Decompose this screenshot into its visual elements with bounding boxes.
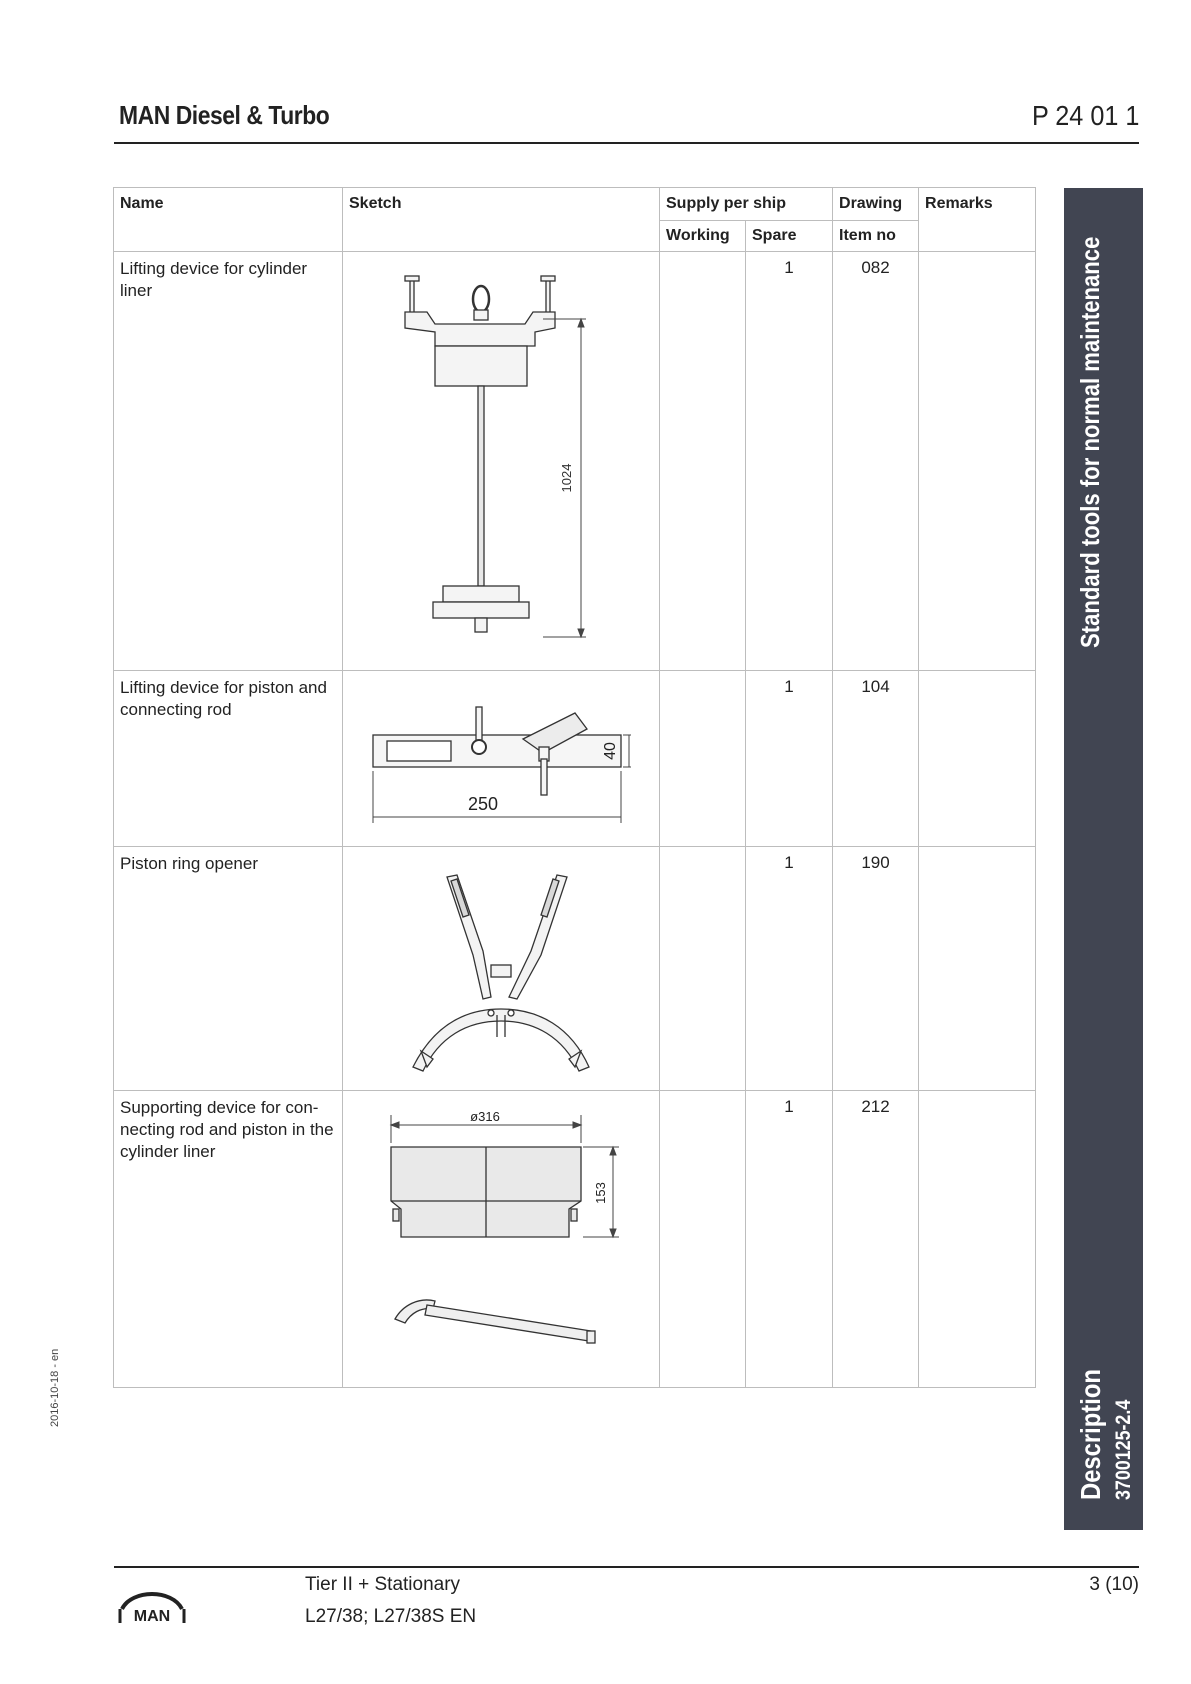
item-no: 104 xyxy=(861,677,890,696)
dimension-height: 153 xyxy=(593,1182,608,1204)
item-no: 190 xyxy=(861,853,890,872)
man-logo xyxy=(118,1585,186,1630)
remarks xyxy=(919,671,1035,677)
footer-line-2: L27/38; L27/38S EN xyxy=(305,1606,477,1627)
footer-rule xyxy=(114,1566,1139,1568)
cylinder-liner-lifting-device-sketch xyxy=(343,252,660,670)
dimension-height: 1024 xyxy=(559,463,574,493)
remarks xyxy=(919,252,1035,258)
table-row xyxy=(114,1091,1036,1388)
item-no: 212 xyxy=(861,1097,890,1116)
working-qty xyxy=(660,252,745,258)
logo-text: MAN xyxy=(133,1608,171,1625)
dimension-height: 40 xyxy=(602,742,619,760)
spare-qty: 1 xyxy=(784,258,794,277)
document-number: P 24 01 1 xyxy=(1031,100,1139,131)
working-qty xyxy=(660,1091,745,1097)
remarks xyxy=(919,1091,1035,1097)
table-row xyxy=(114,252,1036,671)
header-name: Name xyxy=(114,188,343,252)
header-item-no: Item no xyxy=(833,221,919,252)
remarks xyxy=(919,847,1035,853)
header-spare: Spare xyxy=(746,221,833,252)
working-qty xyxy=(660,671,745,677)
item-no: 082 xyxy=(861,258,890,277)
tool-name: Lifting device for piston and connecting rod xyxy=(120,678,327,719)
supporting-device-sketch xyxy=(343,1091,660,1387)
band-heading: Standard tools for normal maintenance xyxy=(1075,236,1105,648)
company-name: MAN Diesel & Turbo xyxy=(119,100,330,130)
tool-name: Lifting device for cylinder liner xyxy=(120,259,308,300)
spare-qty: 1 xyxy=(784,677,794,696)
piston-ring-opener-sketch xyxy=(343,847,660,1090)
header-remarks: Remarks xyxy=(919,188,1036,252)
header-sketch: Sketch xyxy=(343,188,660,252)
header-drawing: Drawing xyxy=(833,188,919,221)
piston-lifting-device-sketch xyxy=(343,671,660,846)
page-number: 3 (10) xyxy=(1089,1574,1139,1595)
dimension-width: 250 xyxy=(467,794,499,814)
tool-name: Piston ring opener xyxy=(120,854,258,873)
tools-table xyxy=(113,187,1036,1388)
band-code: 3700125-2.4 xyxy=(1112,1399,1135,1500)
header-working: Working xyxy=(660,221,746,252)
header-rule xyxy=(114,142,1139,144)
header-row xyxy=(114,188,1036,221)
table-row xyxy=(114,671,1036,847)
dimension-diameter: ø316 xyxy=(470,1109,500,1124)
spare-qty: 1 xyxy=(784,853,794,872)
tool-name: Supporting device for con-necting rod and piston in the cylinder liner xyxy=(120,1098,334,1161)
revision-date: 2016-10-18 - en xyxy=(49,1348,61,1427)
spare-qty: 1 xyxy=(784,1097,794,1116)
header-supply: Supply per ship xyxy=(660,188,833,221)
footer-line-1: Tier II + Stationary xyxy=(305,1574,461,1595)
working-qty xyxy=(660,847,745,853)
band-section: Description xyxy=(1075,1369,1106,1500)
table-row xyxy=(114,847,1036,1091)
